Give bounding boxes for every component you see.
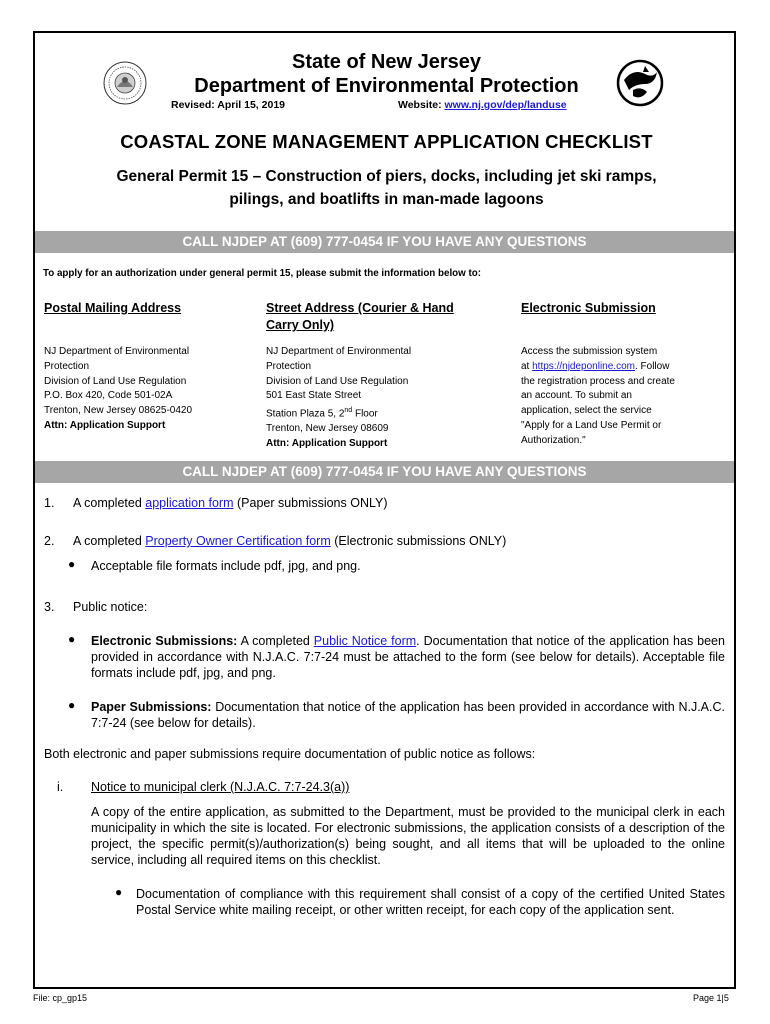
notice-heading: Notice to municipal clerk (N.J.A.C. 7:7-24.3(a)) bbox=[91, 780, 350, 794]
footer-file: File: cp_gp15 bbox=[33, 993, 88, 1003]
bullet-icon: ● bbox=[68, 557, 76, 571]
item-2 bbox=[73, 533, 506, 549]
website-link[interactable]: www.nj.gov/dep/landuse bbox=[444, 99, 567, 111]
call-banner-bottom: CALL NJDEP AT (609) 777-0454 IF YOU HAVE ANY QUESTIONS bbox=[35, 461, 734, 483]
intro-text: To apply for an authorization under general permit 15, please submit the information below to: bbox=[43, 268, 482, 279]
electronic-line: Authorization." bbox=[521, 434, 586, 446]
postal-line: Protection bbox=[44, 360, 90, 372]
state-name: State of New Jersey bbox=[292, 51, 481, 73]
electronic-submissions-label: Electronic Submissions: bbox=[91, 634, 238, 648]
street-address bbox=[266, 345, 496, 452]
item-1-pre: A completed bbox=[73, 496, 146, 510]
electronic-pre: A completed bbox=[237, 634, 314, 648]
postal-attn: Attn: Application Support bbox=[44, 419, 166, 431]
item-2-bullet: Acceptable file formats include pdf, jpg, and png. bbox=[91, 559, 361, 573]
street-heading bbox=[266, 300, 454, 334]
item-2-post: (Electronic submissions ONLY) bbox=[330, 534, 507, 548]
electronic-line: Access the submission system bbox=[521, 346, 658, 357]
application-form-link[interactable]: application form bbox=[145, 496, 234, 510]
electronic-line: an account. To submit an bbox=[521, 390, 632, 402]
both-submissions-text: Both electronic and paper submissions require documentation of public notice as follows: bbox=[44, 747, 536, 761]
paper-text: Documentation that notice of the application has been provided in accordance with N.J.A.C. 7:7-24 (see below for details). bbox=[91, 700, 725, 730]
footer-page: Page 1|5 bbox=[693, 993, 729, 1003]
item-3-label: Public notice: bbox=[73, 600, 148, 614]
electronic-link-line bbox=[521, 360, 726, 375]
postal-line: P.O. Box 420, Code 501-02A bbox=[44, 390, 173, 402]
website-line bbox=[398, 99, 567, 111]
street-attn: Attn: Application Support bbox=[266, 438, 388, 450]
bullet-icon: ● bbox=[115, 885, 123, 899]
permit-subtitle-line2: pilings, and boatlifts in man-made lagoons bbox=[229, 191, 544, 208]
owner-certification-link[interactable]: Property Owner Certification form bbox=[145, 534, 331, 548]
station-sup: nd bbox=[344, 407, 353, 415]
postal-address bbox=[44, 345, 259, 434]
page-frame bbox=[33, 31, 736, 989]
postal-line: Division of Land Use Regulation bbox=[44, 375, 187, 387]
njdeponline-link[interactable]: https://njdeponline.com bbox=[532, 360, 635, 372]
electronic-submissions-text bbox=[91, 633, 725, 681]
notice-bullet: Documentation of compliance with this requirement shall consist of a copy of the certified United States Postal Service white mailing receipt, or other written receipt, for each copy of the application sent. bbox=[136, 887, 725, 917]
department-name: Department of Environmental Protection bbox=[194, 75, 579, 97]
street-line: Division of Land Use Regulation bbox=[266, 375, 409, 387]
bullet-icon: ● bbox=[68, 632, 76, 646]
street-city: Trenton, New Jersey 08609 bbox=[266, 423, 389, 435]
station-text: Station Plaza 5, 2 bbox=[266, 408, 345, 420]
paper-submissions-label: Paper Submissions: bbox=[91, 700, 212, 714]
postal-line: Trenton, New Jersey 08625-0420 bbox=[44, 405, 193, 417]
electronic-heading: Electronic Submission bbox=[521, 301, 656, 315]
postal-line: NJ Department of Environmental bbox=[44, 346, 190, 357]
street-line: NJ Department of Environmental bbox=[266, 346, 412, 357]
permit-subtitle-line1: General Permit 15 – Construction of piers, docks, including jet ski ramps, bbox=[116, 168, 657, 185]
public-notice-form-link[interactable]: Public Notice form bbox=[313, 634, 417, 648]
street-line: Protection bbox=[266, 360, 312, 372]
street-station bbox=[266, 404, 496, 422]
street-heading-line1: Street Address (Courier & Hand bbox=[266, 301, 454, 315]
electronic-line: "Apply for a Land Use Permit or bbox=[521, 419, 662, 431]
paper-submissions-text bbox=[91, 699, 725, 731]
checklist-title: COASTAL ZONE MANAGEMENT APPLICATION CHECKLIST bbox=[120, 131, 653, 152]
electronic-post: . Documentation that notice of the application has been provided in accordance with N.J.A.C. 7:7-24 must be attached to the form (see below for details). Acceptable file formats include pdf, jpg, and png. bbox=[91, 634, 725, 680]
item-3-number: 3. bbox=[44, 600, 55, 614]
call-banner-top: CALL NJDEP AT (609) 777-0454 IF YOU HAVE ANY QUESTIONS bbox=[35, 231, 734, 253]
notice-paragraph: A copy of the entire application, as submitted to the Department, must be provided to the municipal clerk in each municipality in which the site is located. For electronic submissions, the application consists of a description of the project, the specific permit(s)/authorization(s) being sought, and all items that will be uploaded to the online service, including all required items on this checklist. bbox=[91, 805, 725, 867]
street-line: 501 East State Street bbox=[266, 390, 362, 402]
electronic-line: the registration process and create bbox=[521, 375, 675, 387]
electronic-at: at bbox=[521, 360, 533, 372]
electronic-instructions bbox=[521, 345, 726, 449]
item-1-number: 1. bbox=[44, 496, 55, 510]
notice-number: i. bbox=[57, 780, 64, 794]
item-2-number: 2. bbox=[44, 534, 55, 548]
website-label: Website: bbox=[398, 99, 442, 111]
item-1-post: (Paper submissions ONLY) bbox=[233, 496, 388, 510]
item-1 bbox=[73, 495, 388, 511]
item-2-pre: A completed bbox=[73, 534, 146, 548]
postal-heading: Postal Mailing Address bbox=[44, 301, 182, 315]
bullet-icon: ● bbox=[68, 698, 76, 712]
permit-subtitle bbox=[35, 165, 738, 211]
revised-date: Revised: April 15, 2019 bbox=[171, 99, 286, 111]
electronic-follow: . Follow bbox=[634, 360, 670, 372]
station-floor: Floor bbox=[352, 408, 378, 420]
electronic-line: application, select the service bbox=[521, 405, 652, 417]
street-heading-line2: Carry Only) bbox=[266, 318, 335, 332]
